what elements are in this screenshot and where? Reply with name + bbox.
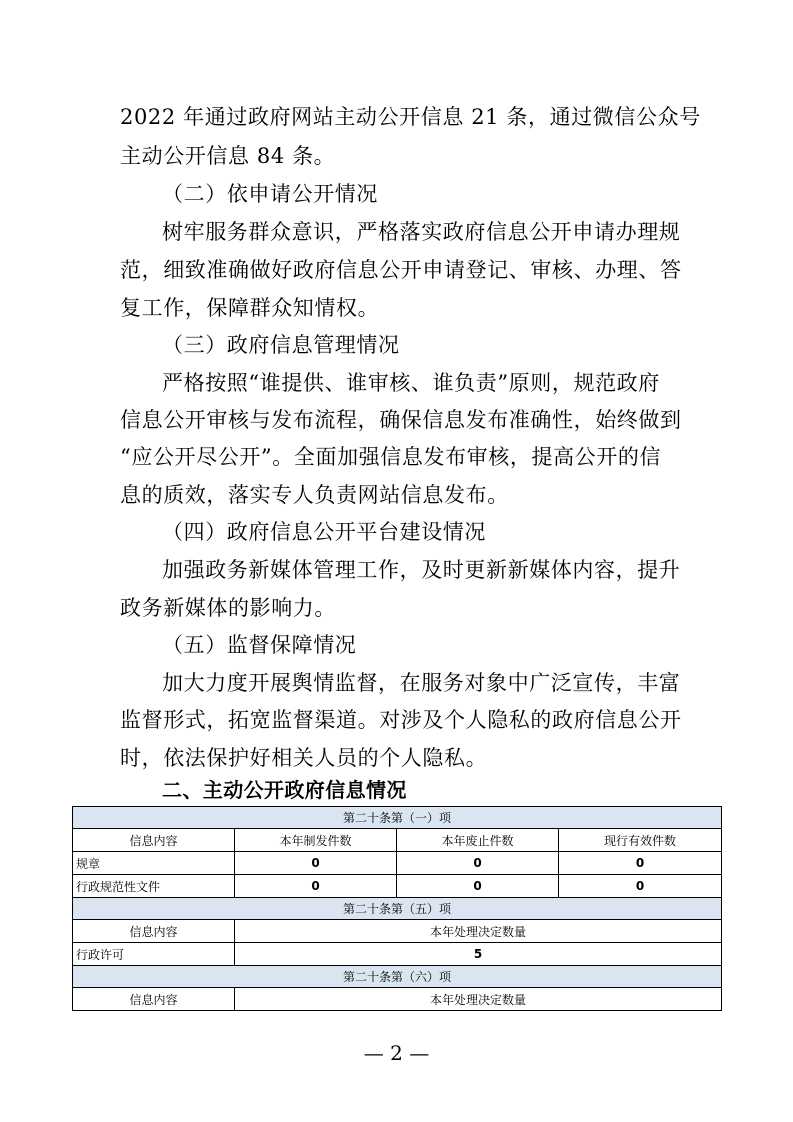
subsection-heading: （五）监督保障情况: [162, 633, 357, 657]
header-cell: 本年处理决定数量: [235, 988, 722, 1011]
header-cell: 现行有效件数: [559, 829, 722, 852]
body-line: 严格按照“谁提供、谁审核、谁负责”原则，规范政府: [162, 371, 660, 395]
body-line: 息的质效，落实专人负责网站信息发布。: [120, 483, 509, 507]
body-line: 监督形式，拓宽监督渠道。对涉及个人隐私的政府信息公开: [120, 708, 682, 732]
header-cell: 本年制发件数: [235, 829, 397, 852]
row-label: 行政规范性文件: [73, 875, 235, 898]
body-line: 加强政务新媒体管理工作，及时更新新媒体内容，提升: [162, 558, 681, 582]
band-title: 第二十条第（一）项: [73, 807, 722, 829]
section-heading: 二、主动公开政府信息情况: [162, 778, 407, 802]
header-cell: 本年处理决定数量: [235, 920, 722, 943]
value-cell: 0: [235, 875, 397, 898]
value-cell: 0: [397, 875, 559, 898]
subsection-heading: （二）依申请公开情况: [162, 182, 378, 206]
header-cell: 信息内容: [73, 988, 235, 1011]
table-band-row: [73, 898, 722, 920]
subsection-heading: （四）政府信息公开平台建设情况: [162, 520, 486, 544]
body-line: 加大力度开展舆情监督，在服务对象中广泛宣传，丰富: [162, 671, 681, 695]
disclosure-table: [72, 806, 722, 1011]
header-cell: 信息内容: [73, 920, 235, 943]
row-label: 规章: [73, 852, 235, 875]
body-line: 时，依法保护好相关人员的个人隐私。: [120, 746, 488, 770]
page-number: — 2 —: [363, 1041, 430, 1065]
value-cell: 0: [397, 852, 559, 875]
header-cell: 本年废止件数: [397, 829, 559, 852]
table-header-row: [73, 988, 722, 1011]
body-line: 2022 年通过政府网站主动公开信息 21 条，通过微信公众号: [120, 105, 701, 129]
value-cell: 0: [235, 852, 397, 875]
value-cell: 5: [235, 943, 722, 966]
body-line: “应公开尽公开”。全面加强信息发布审核，提高公开的信: [120, 445, 662, 469]
body-line: 树牢服务群众意识，严格落实政府信息公开申请办理规: [162, 220, 681, 244]
body-line: 范，细致准确做好政府信息公开申请登记、审核、办理、答: [120, 258, 682, 282]
row-label: 行政许可: [73, 943, 235, 966]
body-line: 信息公开审核与发布流程，确保信息发布准确性，始终做到: [120, 408, 682, 432]
subsection-heading: （三）政府信息管理情况: [162, 333, 400, 357]
table-row: [73, 875, 722, 898]
header-cell: 信息内容: [73, 829, 235, 852]
table-row: [73, 852, 722, 875]
body-line: 主动公开信息 84 条。: [120, 144, 336, 168]
table-band-row: [73, 807, 722, 829]
value-cell: 0: [559, 852, 722, 875]
band-title: 第二十条第（六）项: [73, 966, 722, 988]
value-cell: 0: [559, 875, 722, 898]
body-line: 政务新媒体的影响力。: [120, 596, 336, 620]
body-line: 复工作，保障群众知情权。: [120, 296, 380, 320]
table-row: [73, 943, 722, 966]
table-header-row: [73, 920, 722, 943]
band-title: 第二十条第（五）项: [73, 898, 722, 920]
table-header-row: [73, 829, 722, 852]
table-band-row: [73, 966, 722, 988]
